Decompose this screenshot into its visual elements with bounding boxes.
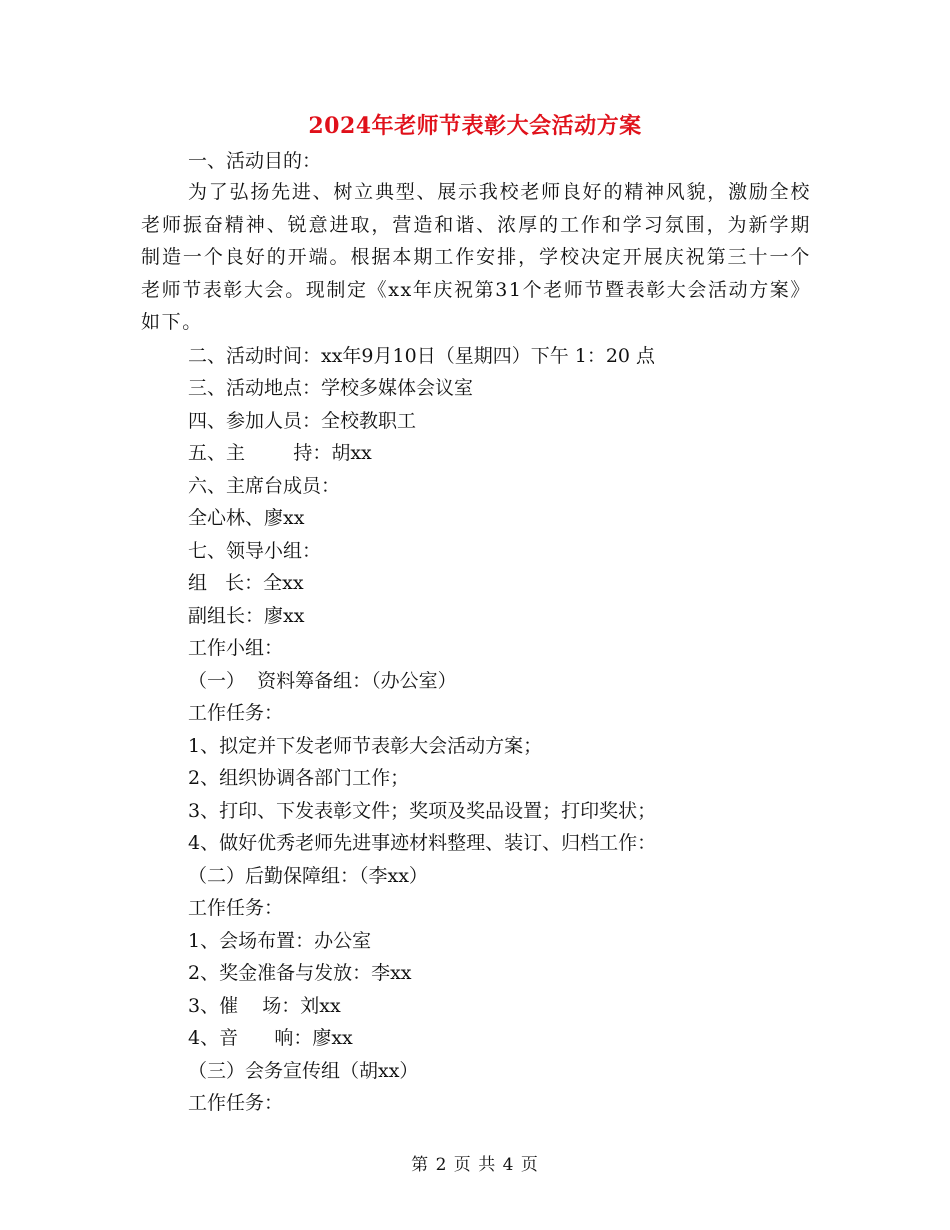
text-line: 4、做好优秀老师先进事迹材料整理、装订、归档工作： bbox=[188, 832, 657, 854]
text-line: 七、领导小组： bbox=[188, 540, 322, 562]
text-line: 工作任务： bbox=[188, 702, 284, 724]
text-line: 1、会场布置：办公室 bbox=[188, 930, 372, 952]
text-line: 3、打印、下发表彰文件；奖项及奖品设置；打印奖状； bbox=[188, 800, 657, 822]
text-line: 三、活动地点：学校多媒体会议室 bbox=[188, 377, 474, 399]
document-title: 2024年老师节表彰大会活动方案 bbox=[308, 113, 642, 139]
text-line: 3、催 场：刘xx bbox=[188, 995, 341, 1017]
text-line: 工作小组： bbox=[188, 637, 284, 659]
text-line: 五、主 持：胡xx bbox=[188, 442, 372, 464]
text-line: 2、奖金准备与发放：李xx bbox=[188, 962, 412, 984]
text-line: 1、拟定并下发老师节表彰大会活动方案； bbox=[188, 735, 543, 757]
text-line: 4、音 响：廖xx bbox=[188, 1027, 353, 1049]
text-line: 工作任务： bbox=[188, 1092, 284, 1114]
text-line: 六、主席台成员： bbox=[188, 475, 341, 497]
page-footer: 第 2 页 共 4 页 bbox=[411, 1155, 539, 1175]
text-line: （一） 资料筹备组：（办公室） bbox=[188, 670, 457, 692]
text-line: 四、参加人员：全校教职工 bbox=[188, 410, 417, 432]
text-line: 组 长：全xx bbox=[188, 572, 304, 594]
text-line: 副组长：廖xx bbox=[188, 605, 305, 627]
text-line: 2、组织协调各部门工作； bbox=[188, 767, 410, 789]
text-line: 全心林、廖xx bbox=[188, 507, 305, 529]
text-line: 二、活动时间：xx年9月10日（星期四）下午 1：20 点 bbox=[188, 345, 656, 367]
purpose-paragraph: 为了弘扬先进、树立典型、展示我校老师良好的精神风貌，激励全校老师振奋精神、锐意进取，营造和谐、浓厚的工作和学习氛围，为新学期制造一个良好的开端。根据本期工作安排，学校决定开展庆祝第三十一个老师节表彰大会。现制定《xx年庆祝第31个老师节暨表彰大会活动方案》如下。 bbox=[141, 181, 812, 333]
text-line: 工作任务： bbox=[188, 897, 284, 919]
text-line: （二）后勤保障组：（李xx） bbox=[188, 865, 428, 887]
section-heading-purpose: 一、活动目的： bbox=[188, 150, 322, 172]
text-line: （三）会务宣传组（胡xx） bbox=[188, 1060, 419, 1082]
